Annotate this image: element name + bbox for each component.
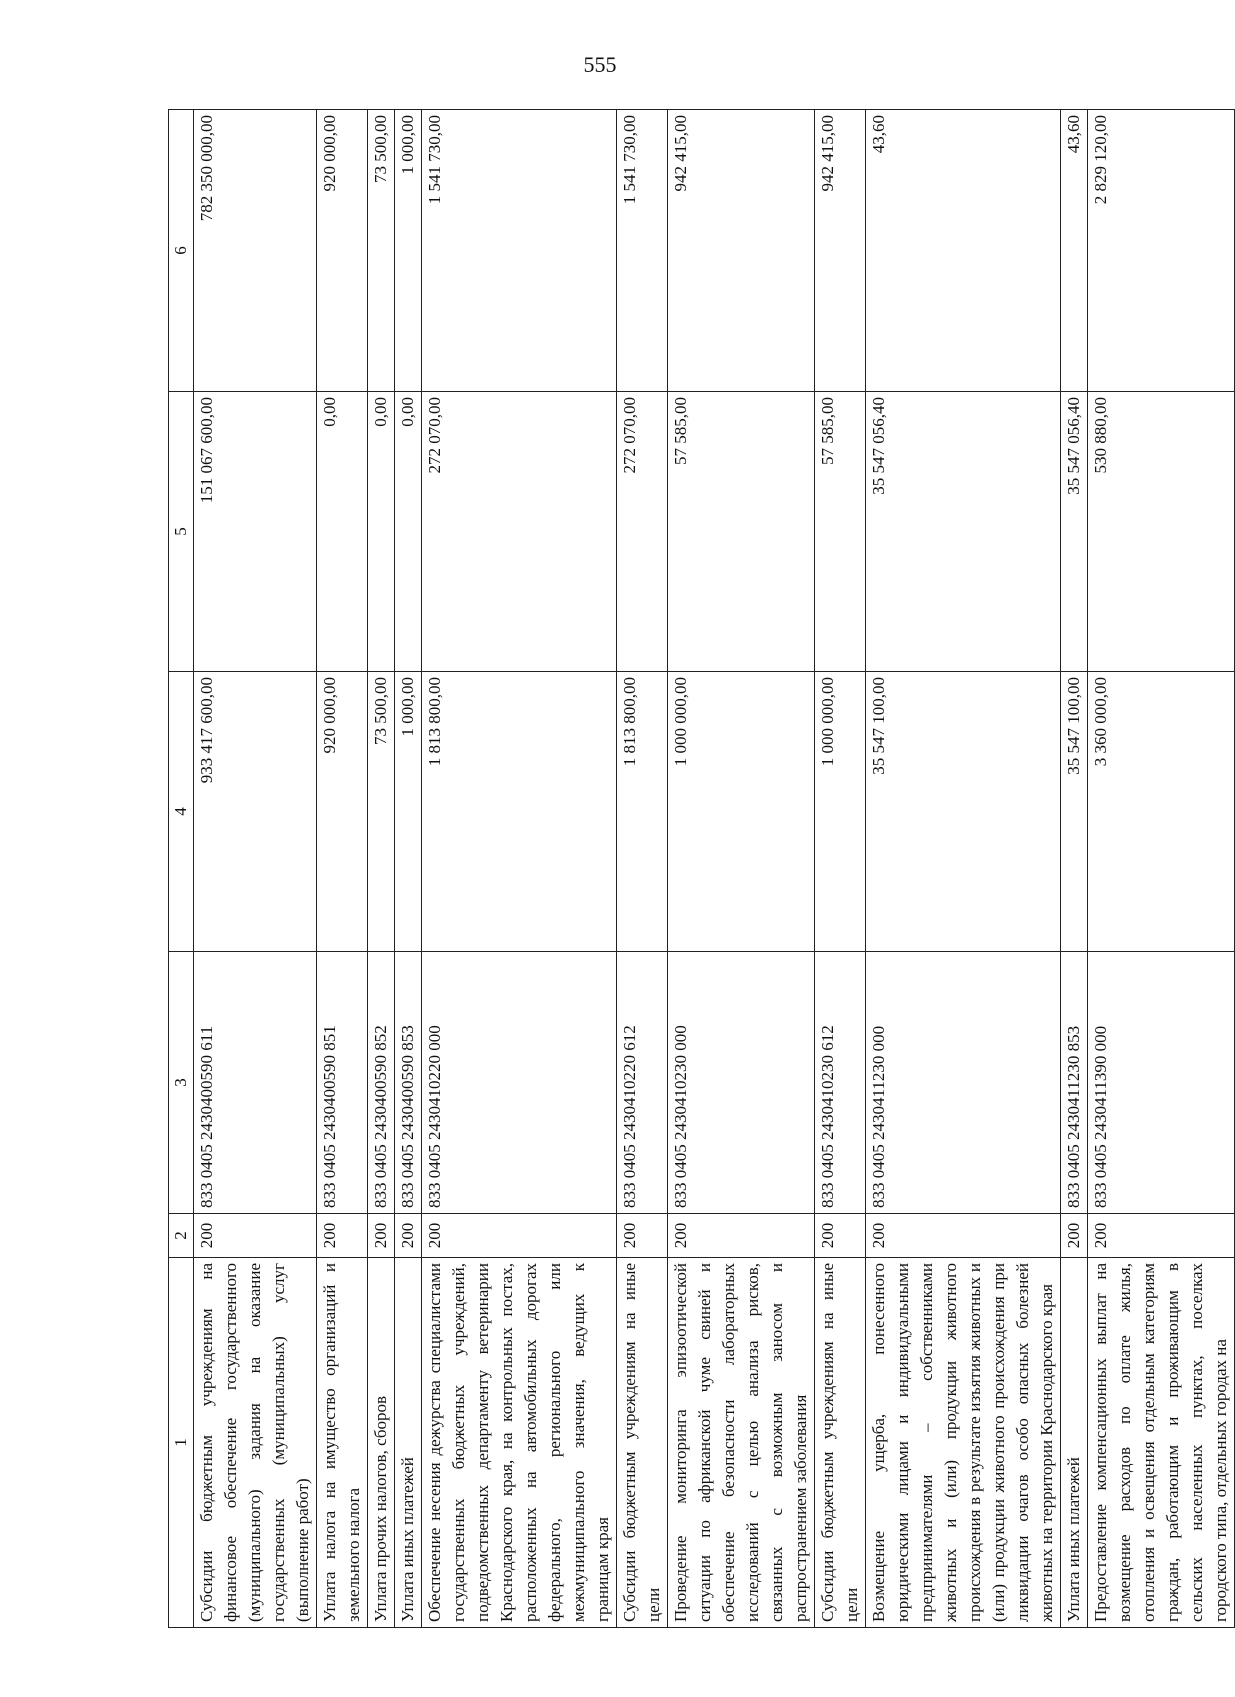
row-value-col5: 35 547 056,40	[1061, 392, 1088, 672]
row-value-col6: 43,60	[1061, 110, 1088, 392]
row-code: 200	[317, 1214, 368, 1258]
row-value-col4: 1 000 000,00	[668, 672, 815, 952]
row-description: Субсидии бюджетным учреждениям на иные цели	[617, 1258, 668, 1628]
row-value-col6: 43,60	[866, 110, 1061, 392]
row-code: 200	[368, 1214, 395, 1258]
header-cell: 6	[169, 110, 194, 392]
row-value-col6: 1 541 730,00	[617, 110, 668, 392]
row-code: 200	[1061, 1214, 1088, 1258]
row-code: 200	[395, 1214, 422, 1258]
table-row	[1061, 110, 1088, 1628]
row-value-col5: 272 070,00	[422, 392, 617, 672]
row-value-col4: 3 360 000,00	[1088, 672, 1235, 952]
row-value-col6: 920 000,00	[317, 110, 368, 392]
row-value-col5: 0,00	[317, 392, 368, 672]
row-value-col6: 2 829 120,00	[1088, 110, 1235, 392]
row-description: Субсидии бюджетным учреждениям на иные цели	[815, 1258, 866, 1628]
table-row	[815, 110, 866, 1628]
row-value-col5: 0,00	[395, 392, 422, 672]
row-description: Уплата иных платежей	[1061, 1258, 1088, 1628]
row-value-col4: 920 000,00	[317, 672, 368, 952]
row-budget-code: 833 0405 2430400590 853	[395, 952, 422, 1214]
table-container	[168, 110, 1230, 1628]
budget-table	[168, 109, 1235, 1628]
table-row	[1088, 110, 1235, 1628]
table-row	[395, 110, 422, 1628]
row-value-col5: 530 880,00	[1088, 392, 1235, 672]
row-value-col5: 272 070,00	[617, 392, 668, 672]
row-description: Уплата налога на имущество организаций и земельного налога	[317, 1258, 368, 1628]
row-description: Уплата прочих налогов, сборов	[368, 1258, 395, 1628]
row-description: Возмещение ущерба, понесенного юридическими лицами и индивидуальными предпринимателями – собственниками животных и (или) продукции животного происхождения в результате изъятия животных и (или) продукции животного происхождения при ликвидации очагов особо опасных болезней животных на территории Краснодарского края	[866, 1258, 1061, 1628]
table-row	[317, 110, 368, 1628]
row-code: 200	[668, 1214, 815, 1258]
row-value-col5: 35 547 056,40	[866, 392, 1061, 672]
table-row	[422, 110, 617, 1628]
row-value-col4: 1 813 800,00	[422, 672, 617, 952]
row-value-col4: 35 547 100,00	[1061, 672, 1088, 952]
row-value-col6: 782 350 000,00	[194, 110, 317, 392]
row-value-col4: 1 000 000,00	[815, 672, 866, 952]
table-row	[866, 110, 1061, 1628]
row-value-col4: 933 417 600,00	[194, 672, 317, 952]
row-budget-code: 833 0405 2430410230 000	[668, 952, 815, 1214]
row-budget-code: 833 0405 2430410230 612	[815, 952, 866, 1214]
row-description: Обеспечение несения дежурства специалистами государственных бюджетных учреждений, подведомственных департаменту ветеринарии Краснодарского края, на контрольных постах, расположенных на автомобильных дорогах федерального, регионального или межмуниципального значения, ведущих к границам края	[422, 1258, 617, 1628]
table-row	[617, 110, 668, 1628]
row-code: 200	[1088, 1214, 1235, 1258]
row-budget-code: 833 0405 2430410220 000	[422, 952, 617, 1214]
row-code: 200	[617, 1214, 668, 1258]
header-cell: 1	[169, 1258, 194, 1628]
row-budget-code: 833 0405 2430400590 851	[317, 952, 368, 1214]
row-budget-code: 833 0405 2430410220 612	[617, 952, 668, 1214]
row-description: Проведение мониторинга эпизоотической ситуации по африканской чуме свиней и обеспечение безопасности лабораторных исследований с целью анализа рисков, связанных с возможным заносом и распространением заболевания	[668, 1258, 815, 1628]
row-value-col6: 1 541 730,00	[422, 110, 617, 392]
row-description: Предоставление компенсационных выплат на возмещение расходов по оплате жилья, отопления и освещения отдельным категориям граждан, работающим и проживающим в сельских населенных пунктах, поселках городского типа, отдельных городах на	[1088, 1258, 1235, 1628]
row-value-col6: 1 000,00	[395, 110, 422, 392]
row-value-col4: 1 813 800,00	[617, 672, 668, 952]
row-value-col4: 73 500,00	[368, 672, 395, 952]
header-cell: 5	[169, 392, 194, 672]
header-cell: 3	[169, 952, 194, 1214]
row-budget-code: 833 0405 2430411230 000	[866, 952, 1061, 1214]
row-description: Субсидии бюджетным учреждениям на финансовое обеспечение государственного (муниципального) задания на оказание государственных (муниципальных) услуг (выполнение работ)	[194, 1258, 317, 1628]
row-code: 200	[194, 1214, 317, 1258]
row-value-col5: 0,00	[368, 392, 395, 672]
row-code: 200	[866, 1214, 1061, 1258]
row-value-col5: 57 585,00	[668, 392, 815, 672]
row-budget-code: 833 0405 2430411230 853	[1061, 952, 1088, 1214]
row-value-col4: 1 000,00	[395, 672, 422, 952]
table-row	[368, 110, 395, 1628]
header-row	[169, 110, 194, 1628]
table-row	[194, 110, 317, 1628]
row-value-col6: 942 415,00	[815, 110, 866, 392]
row-value-col6: 73 500,00	[368, 110, 395, 392]
row-value-col5: 151 067 600,00	[194, 392, 317, 672]
row-budget-code: 833 0405 2430400590 611	[194, 952, 317, 1214]
row-value-col6: 942 415,00	[668, 110, 815, 392]
page-number: 555	[583, 52, 617, 77]
row-value-col5: 57 585,00	[815, 392, 866, 672]
header-cell: 4	[169, 672, 194, 952]
row-value-col4: 35 547 100,00	[866, 672, 1061, 952]
table-row	[668, 110, 815, 1628]
row-code: 200	[422, 1214, 617, 1258]
row-description: Уплата иных платежей	[395, 1258, 422, 1628]
header-cell: 2	[169, 1214, 194, 1258]
row-budget-code: 833 0405 2430400590 852	[368, 952, 395, 1214]
row-code: 200	[815, 1214, 866, 1258]
row-budget-code: 833 0405 2430411390 000	[1088, 952, 1235, 1214]
